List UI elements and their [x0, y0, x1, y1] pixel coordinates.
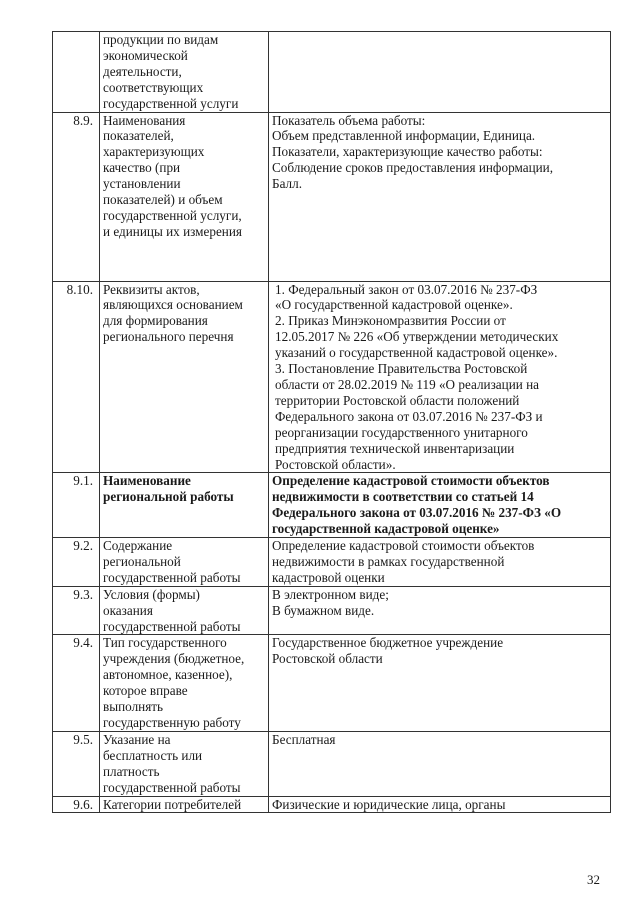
- row-value-line: кадастровой оценки: [272, 569, 385, 585]
- row-label-line: платность: [103, 763, 160, 779]
- row-value-line: Показатель объема работы:: [272, 112, 426, 128]
- legal-act-line: территории Ростовской области положений: [275, 392, 520, 408]
- row-label-line: региональной работы: [103, 489, 234, 505]
- row-number: 9.1.: [53, 473, 100, 538]
- row-label-line: автономное, казенное),: [103, 667, 233, 683]
- row-label-line: государственной работы: [103, 618, 241, 634]
- row-value-line: Физические и юридические лица, органы: [272, 796, 506, 812]
- row-value-line: Объем представленной информации, Единица.: [272, 128, 536, 144]
- row-value-line: Определение кадастровой стоимости объектов: [272, 473, 550, 489]
- row-value-line: государственной кадастровой оценке»: [272, 521, 500, 537]
- row-label-line: качество (при: [103, 160, 181, 176]
- row-label: [100, 473, 269, 538]
- table-row: [53, 538, 611, 587]
- row-label-line: показателей,: [103, 128, 174, 144]
- row-label-line: государственную работу: [103, 715, 241, 730]
- table-row: [53, 796, 611, 813]
- row-value: [269, 32, 611, 113]
- row-label-line: государственной работы: [103, 779, 241, 795]
- row-label-line: учреждения (бюджетное,: [103, 651, 245, 667]
- row-value-line: Бесплатная: [272, 731, 336, 747]
- legal-act-line: 1. Федеральный закон от 03.07.2016 № 237-ФЗ: [275, 281, 538, 297]
- row-label: [100, 281, 269, 473]
- legal-act-line: Ростовской области».: [275, 456, 396, 472]
- row-label-line: показателей) и объем: [103, 192, 223, 208]
- row-label-line: региональной: [103, 553, 181, 569]
- row-label-line: установлении: [103, 176, 181, 192]
- row-label-line: характеризующих: [103, 144, 205, 160]
- row-value: [269, 796, 611, 813]
- legal-act-line: указаний о государственной кадастровой оценке».: [275, 345, 558, 361]
- row-label-line: выполнять: [103, 699, 164, 715]
- row-label-line: государственной услуги,: [103, 207, 242, 223]
- row-number: 8.9.: [53, 112, 100, 281]
- row-value: [269, 586, 611, 635]
- row-value: [269, 731, 611, 796]
- row-number: 9.3.: [53, 586, 100, 635]
- row-label-line: соответствующих: [103, 79, 204, 95]
- row-label-line: Реквизиты актов,: [103, 281, 200, 297]
- row-label-line: продукции по видам: [103, 32, 219, 47]
- row-label: [100, 586, 269, 635]
- row-number: 9.4.: [53, 635, 100, 731]
- row-label-line: для формирования: [103, 313, 208, 329]
- row-value-line: Соблюдение сроков предоставления информации,: [272, 160, 554, 176]
- row-value-line: Федерального закона от 03.07.2016 № 237-ФЗ «О: [272, 505, 562, 521]
- row-value: [269, 538, 611, 587]
- row-label: [100, 731, 269, 796]
- row-number: [53, 32, 100, 113]
- table-row: [53, 473, 611, 538]
- row-value: [269, 635, 611, 731]
- table-row: [53, 112, 611, 281]
- row-value-line: Показатели, характеризующие качество работы:: [272, 144, 543, 160]
- row-label-line: Условия (формы): [103, 586, 200, 602]
- row-label: [100, 538, 269, 587]
- row-label-line: Содержание: [103, 538, 173, 554]
- row-value-line: В электронном виде;: [272, 586, 389, 602]
- row-label-line: деятельности,: [103, 63, 182, 79]
- page-number: 32: [587, 872, 600, 887]
- table-row: [53, 635, 611, 731]
- row-label-line: оказания: [103, 602, 153, 618]
- row-value: [269, 112, 611, 281]
- row-label-line: Указание на: [103, 731, 171, 747]
- legal-act-line: области от 28.02.2019 № 119 «О реализации на: [275, 376, 540, 392]
- legal-act-line: реорганизации государственного унитарного: [275, 424, 528, 440]
- row-label-line: Наименования: [103, 112, 186, 128]
- row-label-line: являющихся основанием: [103, 297, 243, 313]
- row-number: 9.5.: [53, 731, 100, 796]
- document-table: [52, 31, 611, 813]
- table-row: [53, 32, 611, 113]
- row-label-line: и единицы их измерения: [103, 223, 242, 239]
- row-value-line: Балл.: [272, 176, 303, 192]
- legal-act-line: предприятия технической инвентаризации: [275, 440, 515, 456]
- row-label-line: которое вправе: [103, 683, 188, 699]
- row-number: 8.10.: [53, 281, 100, 473]
- row-value-line: В бумажном виде.: [272, 602, 375, 618]
- table-row: [53, 281, 611, 473]
- row-label-line: государственной работы: [103, 569, 241, 585]
- legal-act-line: 12.05.2017 № 226 «Об утверждении методических: [275, 329, 559, 345]
- row-number: 9.6.: [53, 796, 100, 813]
- table-row: [53, 731, 611, 796]
- row-label-line: Категории потребителей: [103, 796, 242, 812]
- row-label: [100, 796, 269, 813]
- row-label: [100, 112, 269, 281]
- row-value: [269, 473, 611, 538]
- row-label-line: Тип государственного: [103, 635, 227, 651]
- row-value: [269, 281, 611, 473]
- row-label-line: государственной услуги: [103, 95, 239, 111]
- row-label-line: экономической: [103, 47, 188, 63]
- row-label: [100, 635, 269, 731]
- row-value-line: Ростовской области: [272, 651, 383, 667]
- legal-act-line: 2. Приказ Минэкономразвития России от: [275, 313, 506, 329]
- row-value-line: Государственное бюджетное учреждение: [272, 635, 504, 651]
- row-label-line: регионального перечня: [103, 329, 234, 345]
- table-row: [53, 586, 611, 635]
- row-value-line: недвижимости в рамках государственной: [272, 553, 505, 569]
- row-number: 9.2.: [53, 538, 100, 587]
- row-value-line: недвижимости в соответствии со статьей 14: [272, 489, 534, 505]
- legal-act-line: «О государственной кадастровой оценке».: [275, 297, 513, 313]
- legal-act-line: 3. Постановление Правительства Ростовской: [275, 361, 528, 377]
- row-label-line: Наименование: [103, 473, 191, 489]
- row-label-line: бесплатность или: [103, 747, 203, 763]
- legal-act-line: Федерального закона от 03.07.2016 № 237-ФЗ и: [275, 408, 543, 424]
- row-value-line: Определение кадастровой стоимости объектов: [272, 538, 535, 554]
- row-label: [100, 32, 269, 113]
